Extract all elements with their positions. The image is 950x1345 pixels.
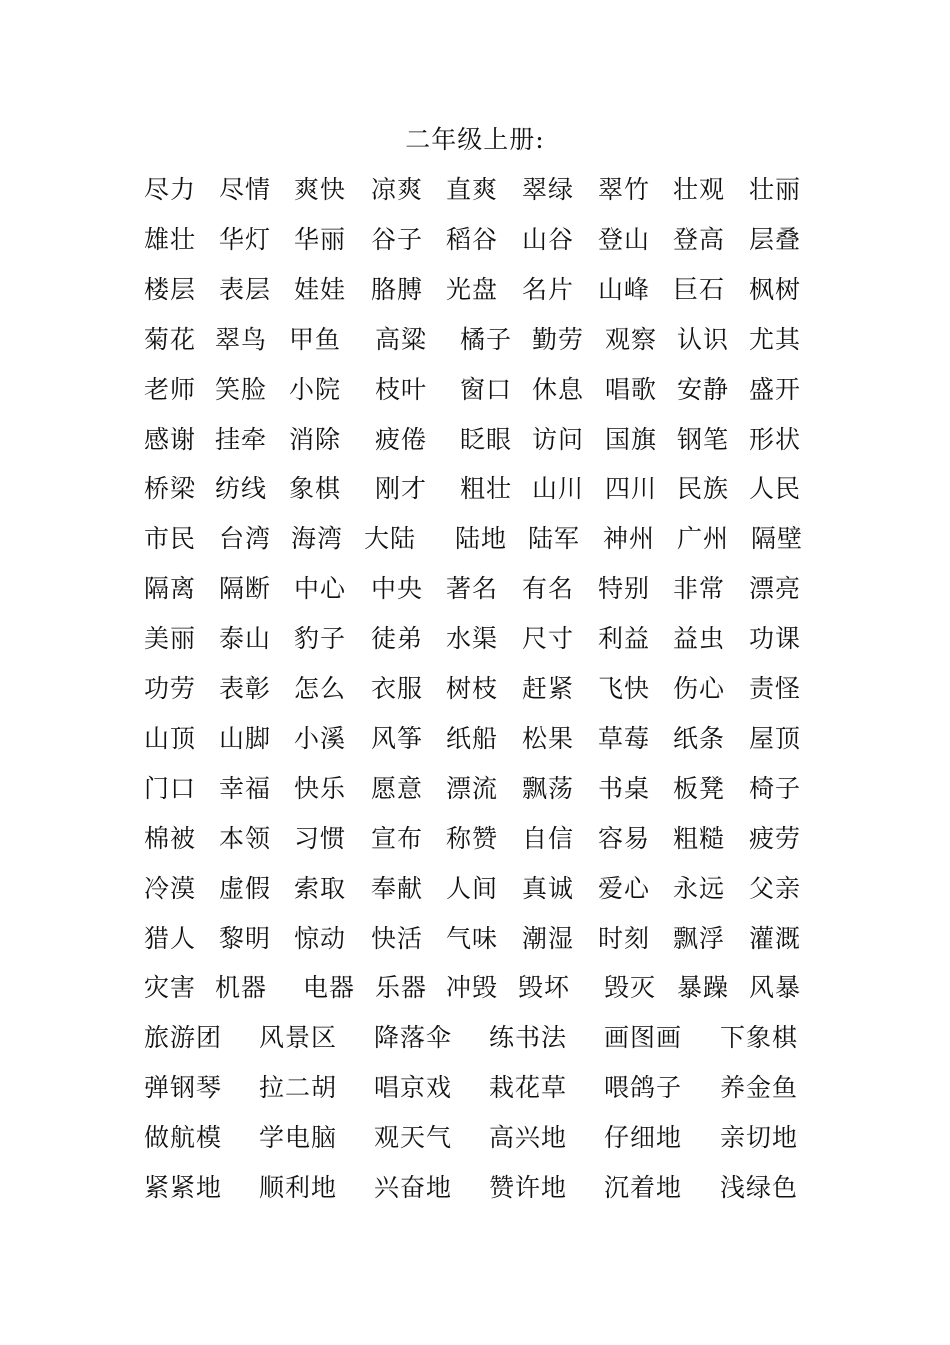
vocab-word: 爱心 <box>598 873 651 903</box>
vocab-word: 桥梁 <box>144 474 197 504</box>
word-row <box>0 172 950 208</box>
vocab-word: 消除 <box>289 424 342 454</box>
vocab-word: 乐器 <box>375 973 428 1003</box>
vocab-word: 广州 <box>677 524 730 554</box>
vocab-word: 栽花草 <box>489 1073 568 1103</box>
word-row <box>0 1020 950 1056</box>
vocab-word: 顺利地 <box>259 1173 338 1202</box>
vocab-word: 飞快 <box>598 674 651 703</box>
vocab-word: 橘子 <box>460 324 513 354</box>
vocab-word: 形状 <box>749 424 802 454</box>
vocab-word: 粗壮 <box>460 474 513 504</box>
vocab-word: 称赞 <box>446 823 499 853</box>
word-row <box>0 871 950 907</box>
vocab-word: 楼层 <box>144 274 197 304</box>
word-row <box>0 322 950 358</box>
vocab-word: 山顶 <box>144 723 197 753</box>
word-row <box>0 921 950 957</box>
vocab-word: 门口 <box>144 773 197 803</box>
vocab-word: 民族 <box>677 474 730 504</box>
vocab-word: 养金鱼 <box>720 1073 799 1103</box>
vocab-word: 眨眼 <box>460 424 513 454</box>
vocab-word: 巨石 <box>673 274 726 304</box>
vocab-word: 猎人 <box>144 923 197 953</box>
vocab-word: 特别 <box>598 574 651 604</box>
vocab-word: 书桌 <box>598 773 651 803</box>
vocab-word: 雄壮 <box>144 224 197 254</box>
vocab-word: 小院 <box>289 374 342 404</box>
vocab-word: 山脚 <box>219 723 272 753</box>
vocab-word: 奉献 <box>371 873 424 903</box>
vocab-word: 感谢 <box>144 424 197 454</box>
word-row <box>0 1070 950 1106</box>
word-row <box>0 422 950 458</box>
vocab-word: 凉爽 <box>371 175 424 204</box>
vocab-word: 尺寸 <box>522 624 575 654</box>
vocab-word: 直爽 <box>446 175 499 204</box>
vocab-word: 甲鱼 <box>289 324 342 354</box>
vocab-word: 纸船 <box>446 723 499 753</box>
vocab-word: 市民 <box>144 524 197 554</box>
vocab-word: 兴奋地 <box>374 1173 453 1202</box>
vocab-word: 冲毁 <box>446 973 499 1003</box>
vocab-word: 尽力 <box>144 175 197 204</box>
vocab-word: 稻谷 <box>446 224 499 254</box>
vocab-word: 高粱 <box>375 324 428 354</box>
vocab-word: 华灯 <box>219 224 272 254</box>
vocab-word: 认识 <box>677 324 730 354</box>
page-title: 二年级上册: <box>405 125 545 154</box>
vocab-word: 人间 <box>446 873 499 903</box>
vocab-word: 高兴地 <box>489 1123 568 1153</box>
word-row <box>0 571 950 607</box>
vocab-word: 疲劳 <box>749 823 802 853</box>
vocab-word: 表层 <box>219 274 272 304</box>
vocab-word: 功课 <box>749 624 802 654</box>
word-row <box>0 821 950 857</box>
vocab-word: 暴躁 <box>677 973 730 1003</box>
vocab-word: 山谷 <box>522 224 575 254</box>
vocab-word: 毁灭 <box>604 973 657 1003</box>
vocab-word: 休息 <box>532 374 585 404</box>
vocab-word: 光盘 <box>446 274 499 304</box>
vocab-word: 娃娃 <box>294 274 347 304</box>
vocab-word: 挂牵 <box>215 424 268 454</box>
vocab-word: 快活 <box>371 923 424 953</box>
vocab-word: 喂鸽子 <box>604 1073 683 1103</box>
vocab-word: 纺线 <box>215 474 268 504</box>
vocab-word: 唱歌 <box>605 374 658 404</box>
vocab-word: 宣布 <box>371 823 424 853</box>
vocab-word: 利益 <box>598 624 651 654</box>
word-row <box>0 671 950 707</box>
vocab-word: 自信 <box>522 823 575 853</box>
vocab-word: 隔壁 <box>751 524 804 554</box>
vocab-word: 仔细地 <box>604 1123 683 1153</box>
vocab-word: 中央 <box>371 574 424 604</box>
vocab-word: 容易 <box>598 823 651 853</box>
vocab-word: 学电脑 <box>259 1123 338 1153</box>
vocab-word: 飘浮 <box>673 923 726 953</box>
vocab-word: 下象棋 <box>720 1023 799 1053</box>
vocab-word: 老师 <box>144 374 197 404</box>
vocab-word: 责怪 <box>749 674 802 703</box>
word-row <box>0 521 950 557</box>
vocab-word: 表彰 <box>219 674 272 703</box>
vocab-word: 沉着地 <box>604 1173 683 1202</box>
vocab-word: 盛开 <box>749 374 802 404</box>
vocab-word: 笑脸 <box>215 374 268 404</box>
word-row <box>0 471 950 507</box>
vocab-word: 灌溉 <box>749 923 802 953</box>
vocab-word: 大陆 <box>364 524 417 554</box>
vocab-word: 观天气 <box>374 1123 453 1153</box>
vocab-word: 草莓 <box>598 723 651 753</box>
vocab-word: 益虫 <box>673 624 726 654</box>
vocab-word: 壮观 <box>673 175 726 204</box>
word-row <box>0 1170 950 1206</box>
vocab-word: 疲倦 <box>375 424 428 454</box>
vocab-word: 伤心 <box>673 674 726 703</box>
vocab-word: 弹钢琴 <box>144 1073 223 1103</box>
vocab-word: 愿意 <box>371 773 424 803</box>
vocab-word: 翠竹 <box>598 175 651 204</box>
vocab-word: 勤劳 <box>532 324 585 354</box>
vocab-word: 爽快 <box>294 175 347 204</box>
vocab-word: 非常 <box>673 574 726 604</box>
vocab-word: 风筝 <box>371 723 424 753</box>
vocab-word: 台湾 <box>219 524 272 554</box>
vocab-word: 毁坏 <box>518 973 571 1003</box>
vocab-word: 潮湿 <box>522 923 575 953</box>
vocab-word: 电器 <box>303 973 356 1003</box>
vocab-word: 屋顶 <box>749 723 802 753</box>
vocab-word: 索取 <box>294 873 347 903</box>
vocab-word: 陆军 <box>528 524 581 554</box>
vocab-word: 幸福 <box>219 773 272 803</box>
vocab-word: 谷子 <box>371 224 424 254</box>
word-row <box>0 222 950 258</box>
vocab-word: 松果 <box>522 723 575 753</box>
vocab-word: 象棋 <box>289 474 342 504</box>
word-row <box>0 771 950 807</box>
word-row <box>0 1120 950 1156</box>
vocab-word: 机器 <box>215 973 268 1003</box>
vocab-word: 胳膊 <box>371 274 424 304</box>
vocab-word: 真诚 <box>522 873 575 903</box>
word-row <box>0 272 950 308</box>
vocab-word: 尤其 <box>749 324 802 354</box>
vocab-word: 山川 <box>532 474 585 504</box>
vocab-word: 神州 <box>603 524 656 554</box>
vocab-word: 安静 <box>677 374 730 404</box>
vocab-word: 泰山 <box>219 624 272 654</box>
vocab-word: 四川 <box>605 474 658 504</box>
vocab-word: 国旗 <box>605 424 658 454</box>
vocab-word: 风景区 <box>259 1023 338 1053</box>
vocab-word: 父亲 <box>749 873 802 903</box>
vocab-word: 登高 <box>673 224 726 254</box>
vocab-word: 惊动 <box>294 923 347 953</box>
vocab-word: 名片 <box>522 274 575 304</box>
vocab-word: 做航模 <box>144 1123 223 1153</box>
vocab-word: 华丽 <box>294 224 347 254</box>
vocab-word: 椅子 <box>749 773 802 803</box>
vocab-word: 尽情 <box>219 175 272 204</box>
vocab-word: 翠绿 <box>522 175 575 204</box>
vocab-word: 时刻 <box>598 923 651 953</box>
vocab-word: 永远 <box>673 873 726 903</box>
vocab-word: 菊花 <box>144 324 197 354</box>
vocab-word: 唱京戏 <box>374 1073 453 1103</box>
vocab-word: 钢笔 <box>677 424 730 454</box>
vocab-word: 枝叶 <box>375 374 428 404</box>
vocab-word: 黎明 <box>219 923 272 953</box>
vocab-word: 访问 <box>532 424 585 454</box>
vocab-word: 中心 <box>294 574 347 604</box>
vocab-word: 练书法 <box>489 1023 568 1053</box>
vocab-word: 赶紧 <box>522 674 575 703</box>
vocab-word: 习惯 <box>294 823 347 853</box>
vocab-word: 冷漠 <box>144 873 197 903</box>
vocab-word: 山峰 <box>598 274 651 304</box>
vocab-word: 层叠 <box>749 224 802 254</box>
vocab-word: 漂亮 <box>749 574 802 604</box>
vocab-word: 窗口 <box>460 374 513 404</box>
vocab-word: 本领 <box>219 823 272 853</box>
vocab-word: 纸条 <box>673 723 726 753</box>
vocab-word: 登山 <box>598 224 651 254</box>
vocab-word: 徒弟 <box>371 624 424 654</box>
vocab-word: 棉被 <box>144 823 197 853</box>
vocab-word: 树枝 <box>446 674 499 703</box>
vocab-word: 画图画 <box>604 1023 683 1053</box>
vocab-word: 海湾 <box>291 524 344 554</box>
vocab-word: 观察 <box>605 324 658 354</box>
word-row <box>0 970 950 1006</box>
vocab-word: 小溪 <box>294 723 347 753</box>
vocab-word: 快乐 <box>294 773 347 803</box>
vocab-word: 枫树 <box>749 274 802 304</box>
vocab-word: 亲切地 <box>720 1123 799 1153</box>
vocab-word: 紧紧地 <box>144 1173 223 1202</box>
vocab-word: 虚假 <box>219 873 272 903</box>
vocab-word: 怎么 <box>294 674 347 703</box>
vocab-word: 灾害 <box>144 973 197 1003</box>
vocab-word: 飘荡 <box>522 773 575 803</box>
vocab-word: 翠鸟 <box>215 324 268 354</box>
vocab-word: 功劳 <box>144 674 197 703</box>
word-row <box>0 721 950 757</box>
vocab-word: 著名 <box>446 574 499 604</box>
vocab-word: 旅游团 <box>144 1023 223 1053</box>
vocab-word: 漂流 <box>446 773 499 803</box>
vocab-word: 人民 <box>749 474 802 504</box>
vocab-word: 刚才 <box>375 474 428 504</box>
vocab-word: 降落伞 <box>374 1023 453 1053</box>
vocab-word: 美丽 <box>144 624 197 654</box>
word-row <box>0 372 950 408</box>
vocab-word: 水渠 <box>446 624 499 654</box>
word-row <box>0 621 950 657</box>
vocab-word: 风暴 <box>749 973 802 1003</box>
vocab-word: 豹子 <box>294 624 347 654</box>
vocab-word: 浅绿色 <box>720 1173 799 1202</box>
vocab-word: 陆地 <box>455 524 508 554</box>
vocab-word: 气味 <box>446 923 499 953</box>
vocab-word: 隔断 <box>219 574 272 604</box>
vocab-word: 衣服 <box>371 674 424 703</box>
vocab-word: 粗糙 <box>673 823 726 853</box>
vocab-word: 壮丽 <box>749 175 802 204</box>
vocab-word: 赞许地 <box>489 1173 568 1202</box>
vocab-word: 隔离 <box>144 574 197 604</box>
vocab-word: 有名 <box>522 574 575 604</box>
vocab-word: 拉二胡 <box>259 1073 338 1103</box>
vocab-word: 板凳 <box>673 773 726 803</box>
